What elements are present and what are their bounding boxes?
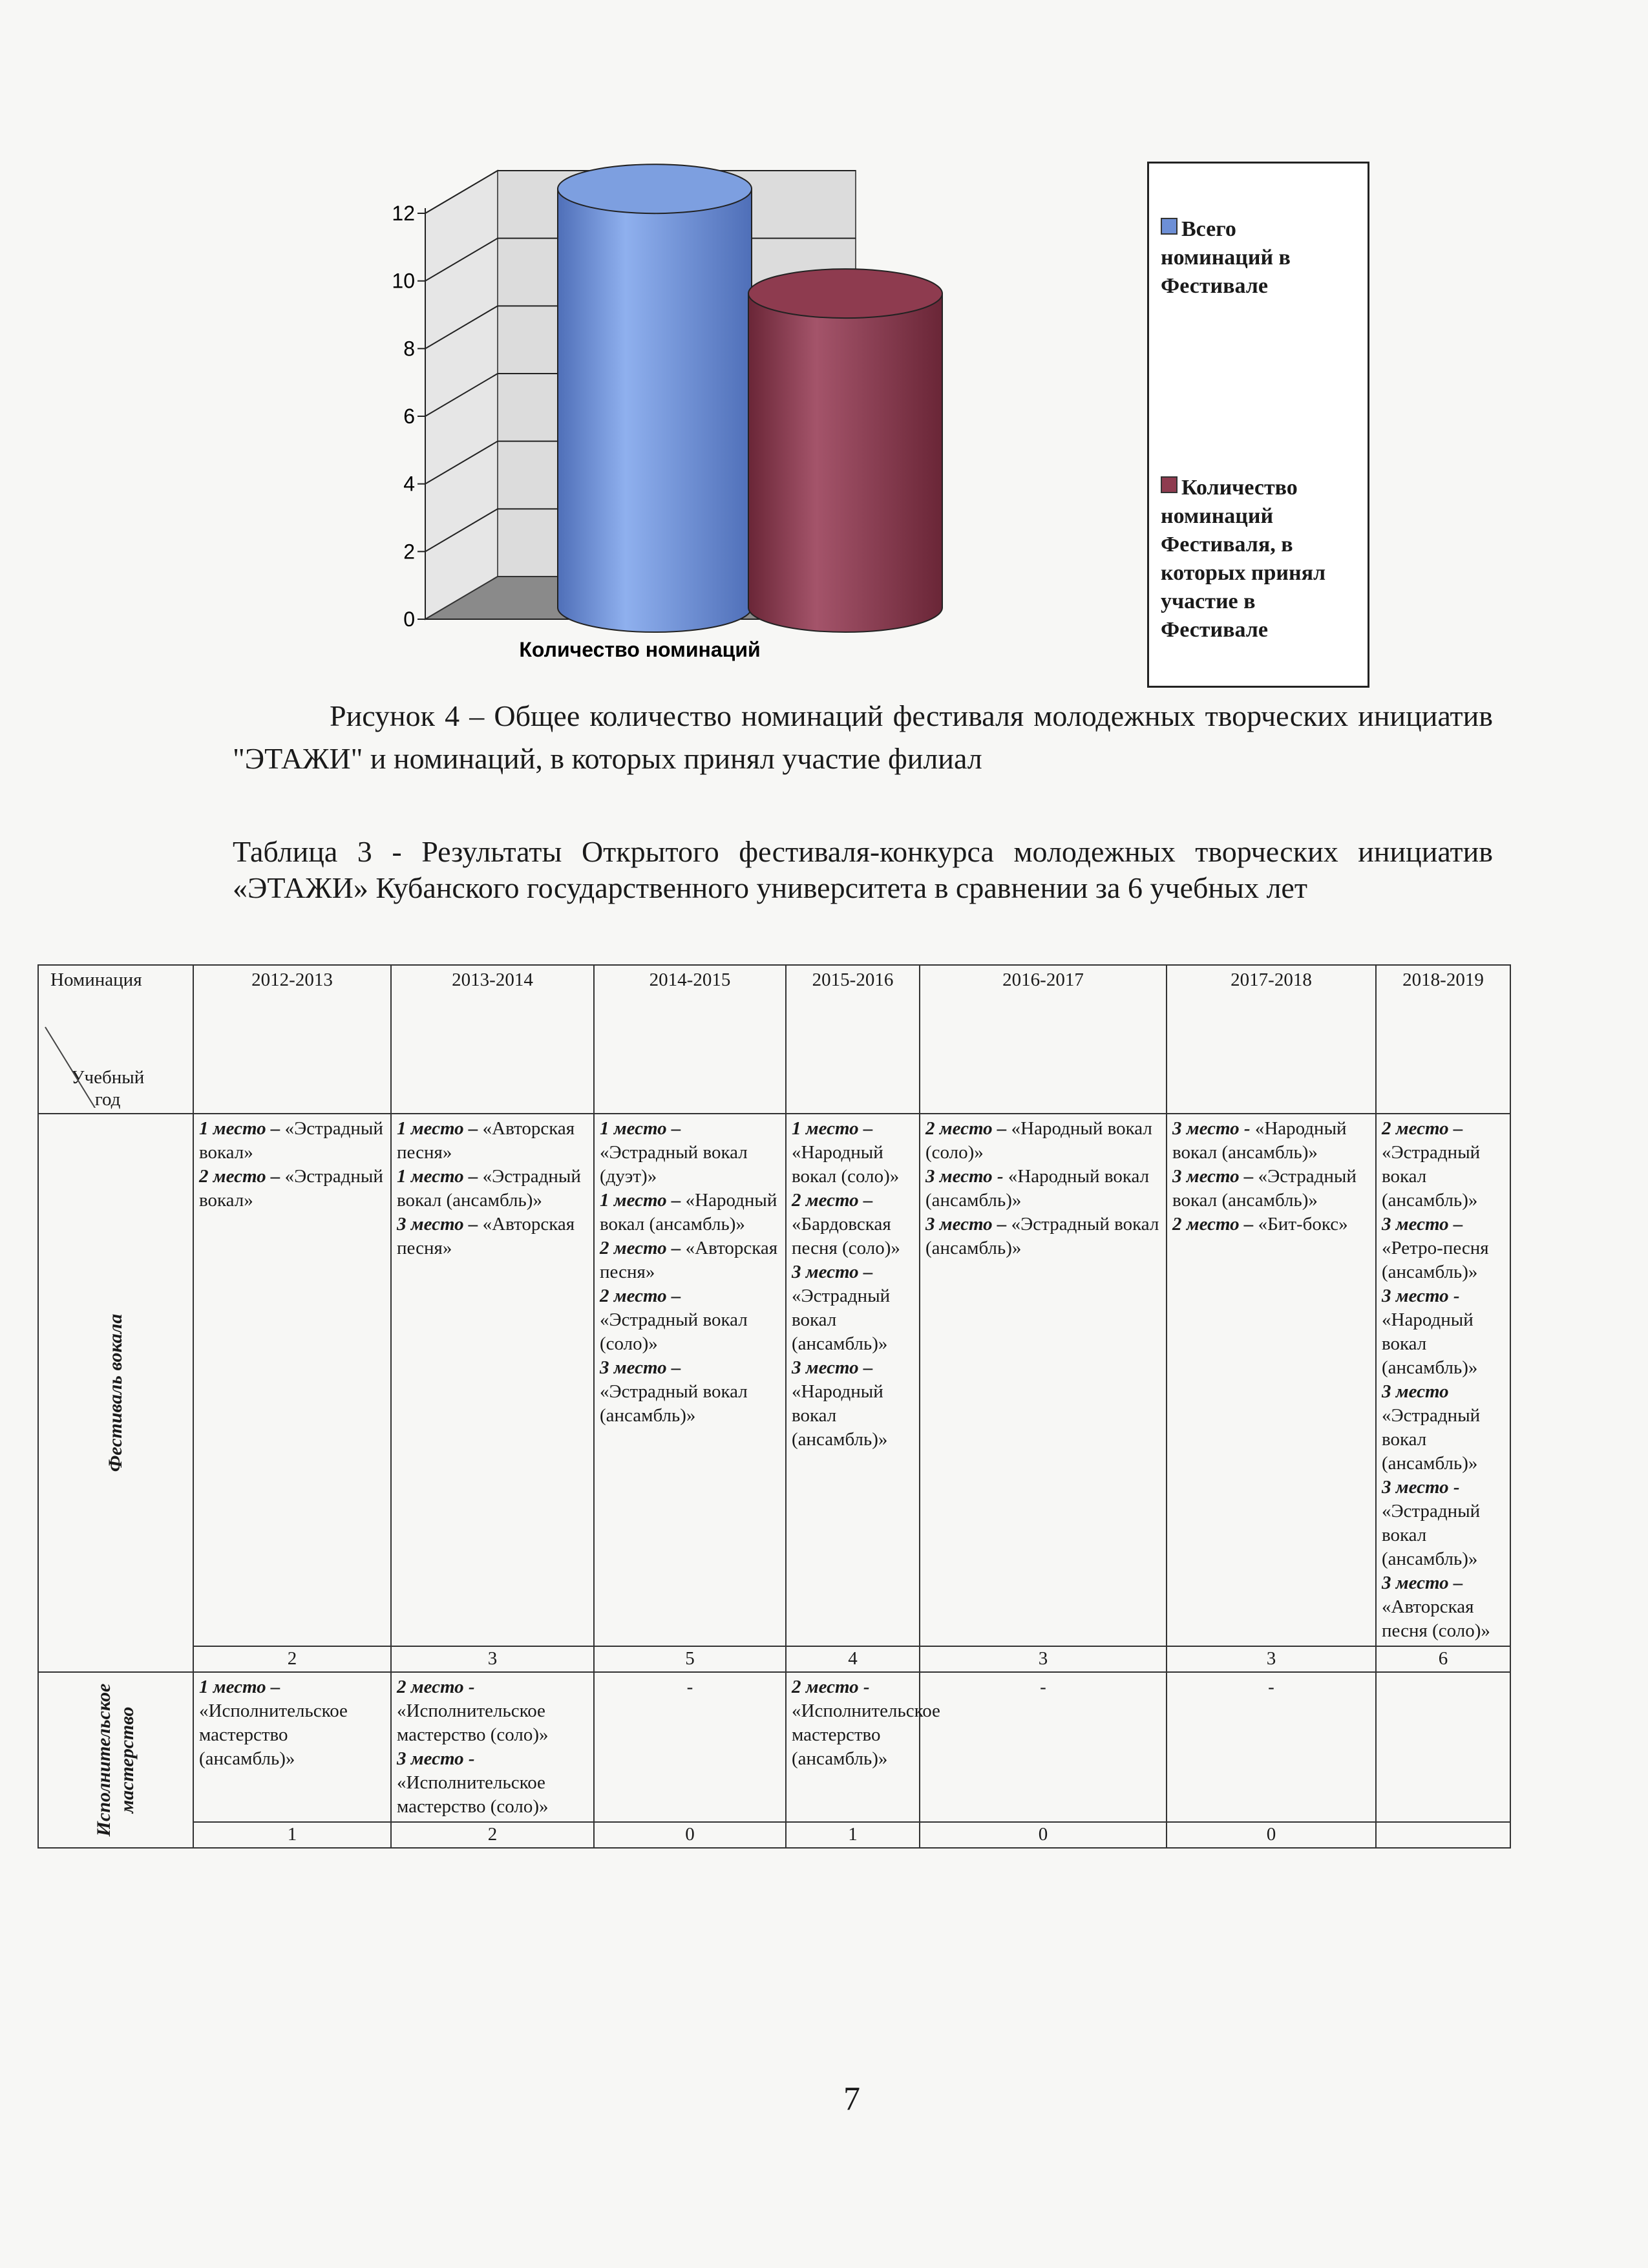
result-cell bbox=[1167, 1114, 1376, 1646]
nomination-name: «Исполнительское мастерство (ансамбль)» bbox=[792, 1701, 940, 1769]
nomination-name: «Эстрадный вокал (ансамбль)» bbox=[1172, 1166, 1357, 1211]
result-entry bbox=[792, 1675, 940, 1771]
place-label: 3 место – bbox=[792, 1357, 873, 1378]
count-cell: 3 bbox=[920, 1646, 1167, 1672]
header-corner-diagonal-line bbox=[45, 1027, 97, 1108]
legend-total-line: Всего bbox=[1181, 217, 1236, 241]
count-cell: 5 bbox=[594, 1646, 786, 1672]
result-entry bbox=[792, 1189, 914, 1260]
place-label: 2 место - bbox=[397, 1677, 475, 1697]
y-tick-label: 8 bbox=[403, 337, 415, 361]
legend-label-participated bbox=[1161, 476, 1326, 642]
y-tick-label: 4 bbox=[403, 472, 415, 496]
result-entry bbox=[397, 1117, 588, 1165]
y-tick-label: 12 bbox=[392, 202, 415, 225]
place-label: 1 место – bbox=[600, 1118, 681, 1139]
count-cell: 0 bbox=[594, 1822, 786, 1848]
result-entry bbox=[397, 1213, 588, 1260]
header-corner-nomination: Номинация bbox=[50, 970, 142, 990]
result-entry bbox=[199, 1117, 385, 1165]
count-row bbox=[38, 1646, 1510, 1672]
header-corner-cell bbox=[38, 965, 193, 1114]
place-label: 3 место – bbox=[792, 1262, 873, 1282]
nomination-name: «Исполнительское мастерство (ансамбль)» bbox=[199, 1701, 348, 1769]
place-label: 1 место – bbox=[600, 1190, 681, 1211]
nomination-name: «Народный вокал (ансамбль)» bbox=[1382, 1309, 1478, 1378]
count-cell: 1 bbox=[193, 1822, 391, 1848]
page-number: 7 bbox=[843, 2081, 860, 2117]
place-label: 3 место – bbox=[1382, 1214, 1463, 1235]
nomination-name: «Народный вокал (соло)» bbox=[792, 1142, 900, 1187]
result-cell bbox=[786, 1672, 940, 1822]
result-entry bbox=[1382, 1380, 1505, 1476]
nomination-name: «Авторская песня» bbox=[397, 1214, 575, 1258]
nomination-name: «Эстрадный вокал (ансамбль)» bbox=[397, 1166, 581, 1211]
year-header-cell: 2017-2018 bbox=[1167, 965, 1376, 1114]
result-entry bbox=[397, 1165, 588, 1213]
result-entry bbox=[1382, 1571, 1505, 1643]
nomination-name: «Эстрадный вокал (ансамбль)» bbox=[600, 1381, 748, 1426]
count-cell: 0 bbox=[920, 1822, 1167, 1848]
legend-participated-line: которых принял bbox=[1161, 561, 1326, 585]
place-label: 3 место – bbox=[1172, 1166, 1254, 1187]
legend-participated-line: Фестиваля, в bbox=[1161, 533, 1293, 556]
result-cell bbox=[193, 1114, 391, 1646]
y-tick-label: 2 bbox=[403, 540, 415, 564]
place-label: 3 место – bbox=[397, 1214, 478, 1235]
count-cell: 4 bbox=[786, 1646, 920, 1672]
nomination-name: «Эстрадный вокал (дуэт)» bbox=[600, 1142, 748, 1187]
place-label: 2 место – bbox=[600, 1238, 681, 1258]
nomination-name: «Бит-бокс» bbox=[1258, 1214, 1348, 1235]
count-cell: 0 bbox=[1167, 1822, 1376, 1848]
place-label: 1 место – bbox=[199, 1677, 280, 1697]
place-label: 3 место - bbox=[1172, 1118, 1251, 1139]
result-entry bbox=[600, 1189, 780, 1236]
nomination-name: «Народный вокал (ансамбль)» bbox=[1172, 1118, 1347, 1163]
result-cell bbox=[786, 1114, 920, 1646]
table-caption: Таблица 3 - Результаты Открытого фестиваля-конкурса молодежных творческих инициатив «ЭТАЖИ» Кубанского государственного университета в сравнении за 6 учебных лет bbox=[233, 835, 1493, 904]
table-header-row bbox=[38, 965, 1510, 1114]
result-entry bbox=[792, 1356, 914, 1452]
nomination-name: «Народный вокал (ансамбль)» bbox=[925, 1166, 1150, 1211]
place-label: 3 место – bbox=[1382, 1573, 1463, 1593]
result-entry bbox=[1382, 1284, 1505, 1380]
section-title: Фестиваль вокала bbox=[105, 1313, 126, 1472]
legend-participated-line: участие в bbox=[1161, 589, 1256, 613]
nomination-name: «Эстрадный вокал (соло)» bbox=[600, 1309, 748, 1354]
place-label: 2 место – bbox=[1172, 1214, 1254, 1235]
result-cell bbox=[1376, 1672, 1510, 1822]
result-cell bbox=[193, 1672, 391, 1822]
nomination-name: «Бардовская песня (соло)» bbox=[792, 1214, 900, 1258]
place-label: 3 место – bbox=[925, 1214, 1007, 1235]
nomination-name: «Эстрадный вокал» bbox=[199, 1166, 383, 1211]
nomination-name: «Народный вокал (ансамбль)» bbox=[792, 1381, 888, 1450]
header-corner-diagonal bbox=[39, 966, 193, 1108]
legend-swatch-participated bbox=[1161, 476, 1178, 493]
nomination-name: «Авторская песня» bbox=[397, 1118, 575, 1163]
nomination-name: «Эстрадный вокал (ансамбль)» bbox=[1382, 1405, 1481, 1474]
place-label: 2 место - bbox=[792, 1677, 870, 1697]
result-entry bbox=[600, 1117, 780, 1189]
result-cell bbox=[594, 1114, 786, 1646]
header-corner-year-line: год bbox=[94, 1089, 121, 1110]
count-cell: 2 bbox=[391, 1822, 594, 1848]
cylinder-top-participated bbox=[748, 269, 942, 318]
legend-swatch-total bbox=[1161, 218, 1178, 235]
place-label: 1 место – bbox=[397, 1118, 478, 1139]
y-tick-label: 0 bbox=[403, 608, 415, 631]
x-axis-label: Количество номинаций bbox=[519, 638, 761, 661]
year-header-cell: 2018-2019 bbox=[1376, 965, 1510, 1114]
result-entry bbox=[199, 1165, 385, 1213]
result-entry bbox=[600, 1236, 780, 1284]
count-cell bbox=[1376, 1822, 1510, 1848]
result-entry bbox=[1382, 1476, 1505, 1571]
place-label: 3 место bbox=[1382, 1381, 1449, 1402]
nomination-name: «Авторская песня» bbox=[600, 1238, 778, 1282]
nomination-name: «Эстрадный вокал» bbox=[199, 1118, 383, 1163]
section-title-cell bbox=[38, 1672, 193, 1848]
count-row bbox=[38, 1822, 1510, 1848]
cylinder-top-total bbox=[558, 164, 752, 213]
place-label: 1 место – bbox=[199, 1118, 280, 1139]
legend-participated-line: номинаций bbox=[1161, 504, 1274, 528]
result-cell bbox=[391, 1114, 594, 1646]
section-row bbox=[38, 1114, 1510, 1646]
count-cell: 3 bbox=[391, 1646, 594, 1672]
result-entry bbox=[397, 1747, 588, 1819]
nomination-name: «Народный вокал (ансамбль)» bbox=[600, 1190, 777, 1235]
place-label: 3 место - bbox=[925, 1166, 1004, 1187]
year-header-cell: 2016-2017 bbox=[920, 965, 1167, 1114]
result-entry bbox=[1382, 1117, 1505, 1213]
header-corner-year-line: Учебный bbox=[71, 1067, 145, 1088]
legend-label-total bbox=[1161, 217, 1291, 298]
count-cell: 2 bbox=[193, 1646, 391, 1672]
y-tick-label: 6 bbox=[403, 405, 415, 428]
result-entry bbox=[600, 1356, 780, 1428]
nomination-name: «Авторская песня (соло)» bbox=[1382, 1596, 1490, 1641]
result-entry bbox=[397, 1675, 588, 1747]
section-title-line: мастерство bbox=[116, 1706, 138, 1814]
place-label: 2 место – bbox=[600, 1286, 681, 1306]
year-header-cell: 2014-2015 bbox=[594, 965, 786, 1114]
figure-caption: Рисунок 4 – Общее количество номинаций фестиваля молодежных творческих инициатив "ЭТАЖИ" и номинаций, в которых принял участие филиал bbox=[233, 699, 1493, 775]
nomination-name: «Эстрадный вокал (ансамбль)» bbox=[1382, 1142, 1481, 1211]
place-label: 1 место – bbox=[397, 1166, 478, 1187]
place-label: 3 место – bbox=[600, 1357, 681, 1378]
nomination-name: «Исполнительское мастерство (соло)» bbox=[397, 1772, 549, 1817]
nomination-name: «Исполнительское мастерство (соло)» bbox=[397, 1701, 549, 1745]
result-entry bbox=[925, 1165, 1161, 1213]
year-header-cell: 2015-2016 bbox=[786, 965, 920, 1114]
count-cell: 6 bbox=[1376, 1646, 1510, 1672]
year-header-cell: 2013-2014 bbox=[391, 965, 594, 1114]
result-entry bbox=[792, 1260, 914, 1356]
legend-total-line: Фестивале bbox=[1161, 274, 1268, 298]
result-entry bbox=[600, 1284, 780, 1356]
nomination-name: «Эстрадный вокал (ансамбль)» bbox=[925, 1214, 1159, 1258]
place-label: 2 место – bbox=[925, 1118, 1007, 1139]
result-cell bbox=[1167, 1672, 1376, 1822]
nomination-name: «Народный вокал (соло)» bbox=[925, 1118, 1152, 1163]
y-tick-label: 10 bbox=[392, 269, 415, 293]
place-label: 3 место - bbox=[1382, 1477, 1460, 1498]
legend-participated-line: Фестивале bbox=[1161, 618, 1268, 642]
legend-item-total bbox=[1161, 215, 1361, 301]
empty-dash: - bbox=[686, 1677, 693, 1697]
place-label: 3 место - bbox=[1382, 1286, 1460, 1306]
nomination-name: «Эстрадный вокал (ансамбль)» bbox=[792, 1286, 891, 1354]
year-header-cell: 2012-2013 bbox=[193, 965, 391, 1114]
section-row bbox=[38, 1672, 1510, 1822]
section-title-cell bbox=[38, 1114, 193, 1672]
empty-dash: - bbox=[1040, 1677, 1046, 1697]
result-entry bbox=[1172, 1213, 1370, 1236]
result-entry bbox=[925, 1213, 1161, 1260]
result-entry bbox=[1382, 1213, 1505, 1284]
bar-chart bbox=[388, 155, 1144, 685]
result-entry bbox=[1172, 1165, 1370, 1213]
place-label: 2 место – bbox=[199, 1166, 280, 1187]
legend-participated-line: Количество bbox=[1181, 476, 1298, 500]
place-label: 1 место – bbox=[792, 1118, 873, 1139]
result-entry bbox=[792, 1117, 914, 1189]
place-label: 3 место - bbox=[397, 1748, 475, 1769]
chart-container bbox=[388, 155, 1383, 685]
result-entry bbox=[925, 1117, 1161, 1165]
count-cell: 3 bbox=[1167, 1646, 1376, 1672]
section-title bbox=[92, 1684, 139, 1837]
nomination-name: «Ретро-песня (ансамбль)» bbox=[1382, 1238, 1489, 1282]
place-label: 2 место – bbox=[792, 1190, 873, 1211]
result-entry bbox=[199, 1675, 385, 1771]
chart-legend bbox=[1147, 162, 1369, 688]
result-entry bbox=[1172, 1117, 1370, 1165]
result-cell bbox=[920, 1672, 1167, 1822]
legend-total-line: номинаций в bbox=[1161, 246, 1291, 270]
nomination-name: «Эстрадный вокал (ансамбль)» bbox=[1382, 1501, 1481, 1569]
place-label: 2 место – bbox=[1382, 1118, 1463, 1139]
empty-dash: - bbox=[1268, 1677, 1274, 1697]
section-title-line: Исполнительское bbox=[93, 1683, 114, 1837]
result-cell bbox=[920, 1114, 1167, 1646]
result-cell bbox=[1376, 1114, 1510, 1646]
result-cell bbox=[594, 1672, 786, 1822]
count-cell: 1 bbox=[786, 1822, 920, 1848]
result-cell bbox=[391, 1672, 594, 1822]
cylinder-body-participated bbox=[748, 293, 942, 632]
legend-item-participated bbox=[1161, 474, 1361, 644]
cylinder-body-total bbox=[558, 189, 752, 632]
results-table bbox=[37, 964, 1511, 1849]
